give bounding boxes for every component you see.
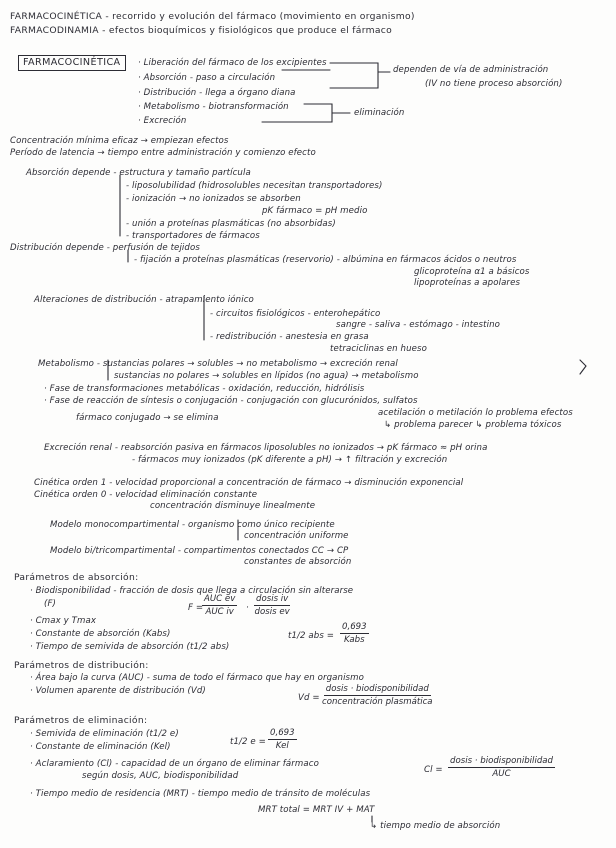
aclaramiento: · Aclaramiento (Cl) - capacidad de un órgano de eliminar fármaco [30, 759, 319, 769]
cinetica-orden-1: Cinética orden 1 - velocidad proporcional a concentración de fármaco → disminución exponencial [34, 478, 464, 488]
formula-cl-fraction [448, 756, 555, 779]
process-metabolismo: · Metabolismo - biotransformación [138, 102, 289, 112]
distribucion-depende: Distribución depende - perfusión de tejidos [10, 243, 200, 253]
metabolismo-no-polares: sustancias no polares → solubles en lípidos (no agua) → metabolismo [114, 371, 419, 381]
excrecion-renal-ionizados: - fármacos muy ionizados (pK diferente a pH) → ↑ filtración y excreción [132, 455, 448, 465]
absorcion-pk-ph: pK fármaco = pH medio [262, 206, 368, 216]
alteraciones-sangre-saliva: sangre - saliva - estómago - intestino [336, 320, 501, 330]
absorcion-depende: Absorción depende - estructura y tamaño partícula [26, 168, 251, 178]
fraction-numerator: AUC ev [204, 594, 236, 604]
absorcion-liposolubilidad: - liposolubilidad (hidrosolubles necesitan transportadores) [126, 181, 383, 191]
area-bajo-curva: · Área bajo la curva (AUC) - suma de todo el fármaco que hay en organismo [30, 673, 364, 683]
fraction-denominator: concentración plasmática [322, 697, 433, 707]
fraction-denominator: AUC [492, 769, 511, 779]
biodisponibilidad-symbol: (F) [44, 599, 56, 609]
distribucion-glicoproteina: glicoproteína α1 a básicos [414, 267, 530, 277]
formula-t-abs-fraction [340, 622, 369, 645]
absorcion-ionizacion: - ionización → no ionizados se absorben [126, 194, 301, 204]
alteraciones-circuitos: - circuitos fisiológicos - enterohepático [210, 309, 381, 319]
alteraciones-tetraciclinas: tetraciclinas en hueso [330, 344, 427, 354]
alteraciones-redistribucion: - redistribución - anestesia en grasa [210, 332, 369, 342]
constante-eliminacion: · Constante de eliminación (Kel) [30, 742, 171, 752]
note-iv-sin-absorcion: (IV no tiene proceso absorción) [425, 79, 563, 89]
formula-t-abs-label: t1/2 abs = [288, 631, 335, 641]
process-liberacion: · Liberación del fármaco de los excipientes [138, 58, 327, 68]
fraction-numerator: dosis · biodisponibilidad [450, 756, 554, 766]
note-tiempo-medio-absorcion: ↳ tiempo medio de absorción [370, 821, 501, 831]
fraction-numerator: dosis · biodisponibilidad [325, 684, 429, 694]
fraction-numerator: 0,693 [270, 728, 295, 738]
formula-f-dot: · [246, 603, 249, 613]
metabolismo-fase-transformaciones: · Fase de transformaciones metabólicas - oxidación, reducción, hidrólisis [44, 384, 365, 394]
formula-vd-fraction [322, 684, 433, 707]
formula-mrt-total: MRT total = MRT IV + MAT [258, 805, 375, 815]
section-title-farmacocinetica: FARMACOCINÉTICA [18, 55, 126, 71]
formula-f-dosis-ratio [254, 594, 290, 617]
modelo-concentracion-uniforme: concentración uniforme [244, 531, 349, 541]
excrecion-renal-reabsorcion: Excreción renal - reabsorción pasiva en fármacos liposolubles no ionizados → pK fármaco ≈ pH orina [44, 443, 488, 453]
heading-farmacodinamia-definition: FARMACODINAMIA - efectos bioquímicos y fisiológicos que produce el fármaco [10, 25, 393, 36]
parametros-absorcion-heading: Parámetros de absorción: [14, 572, 139, 583]
metabolismo-problemas: ↳ problema parecer ↳ problema tóxicos [384, 420, 562, 430]
formula-f-auc-ratio [202, 594, 237, 617]
def-concentracion-minima: Concentración mínima eficaz → empiezan efectos [10, 136, 229, 146]
process-excrecion: · Excreción [138, 116, 187, 126]
brace-metabolismo-right [580, 360, 586, 374]
parametros-eliminacion-heading: Parámetros de eliminación: [14, 715, 148, 726]
fraction-numerator: dosis iv [256, 594, 289, 604]
parametros-distribucion-heading: Parámetros de distribución: [14, 660, 149, 671]
fraction-denominator: dosis ev [254, 607, 290, 617]
absorcion-transportadores: - transportadores de fármacos [126, 231, 260, 241]
note-eliminacion: eliminación [354, 108, 405, 118]
distribucion-lipoproteinas: lipoproteínas a apolares [414, 278, 521, 288]
note-via-administracion: dependen de vía de administración [393, 65, 549, 75]
modelo-constantes-absorcion: constantes de absorción [244, 557, 352, 567]
alteraciones-atrapamiento: Alteraciones de distribución - atrapamiento iónico [34, 295, 254, 305]
metabolismo-acetilacion: acetilación o metilación lo problema efectos [378, 408, 573, 418]
metabolismo-fase-conjugacion: · Fase de reacción de síntesis o conjugación - conjugación con glucurónidos, sulfatos [44, 396, 418, 406]
fraction-denominator: Kel [275, 741, 289, 751]
formula-t-e-label: t1/2 e = [230, 737, 266, 747]
metabolismo-conjugado-elimina: fármaco conjugado → se elimina [76, 413, 219, 423]
volumen-distribucion: · Volumen aparente de distribución (Vd) [30, 686, 206, 696]
formula-t-e-fraction [268, 728, 297, 751]
fraction-numerator: 0,693 [342, 622, 367, 632]
semivida-absorcion: · Tiempo de semivida de absorción (t1/2 abs) [30, 642, 230, 652]
fraction-denominator: AUC iv [205, 607, 234, 617]
def-periodo-latencia: Período de latencia → tiempo entre administración y comienzo efecto [10, 148, 316, 158]
tiempo-medio-residencia: · Tiempo medio de residencia (MRT) - tiempo medio de tránsito de moléculas [30, 789, 371, 799]
bracket-via-administracion [330, 63, 390, 88]
process-distribucion: · Distribución - llega a órgano diana [138, 88, 296, 98]
constante-absorcion: · Constante de absorción (Kabs) [30, 629, 171, 639]
fraction-denominator: Kabs [344, 635, 365, 645]
biodisponibilidad-def: · Biodisponibilidad - fracción de dosis que llega a circulación sin alterarse [30, 586, 354, 596]
formula-cl-label: Cl = [424, 765, 443, 775]
process-absorcion: · Absorción - paso a circulación [138, 73, 276, 83]
formula-vd-label: Vd = [298, 693, 320, 703]
heading-farmacocinetica-definition: FARMACOCINÉTICA - recorrido y evolución del fármaco (movimiento en organismo) [10, 11, 415, 22]
distribucion-fijacion: - fijación a proteínas plasmáticas (reservorio) - albúmina en fármacos ácidos o neutros [134, 255, 517, 265]
semivida-eliminacion: · Semivida de eliminación (t1/2 e) [30, 729, 179, 739]
cmax-tmax: · Cmax y Tmax [30, 616, 97, 626]
cinetica-orden-0-lineal: concentración disminuye linealmente [150, 501, 316, 511]
formula-f-label: F = [188, 603, 204, 613]
absorcion-union-proteinas: - unión a proteínas plasmáticas (no absorbidas) [126, 219, 336, 229]
aclaramiento-segun: según dosis, AUC, biodisponibilidad [82, 771, 239, 781]
metabolismo-polares: Metabolismo - sustancias polares → solubles → no metabolismo → excreción renal [38, 359, 398, 369]
modelo-bicompartimental: Modelo bi/tricompartimental - compartimentos conectados CC → CP [50, 546, 349, 556]
modelo-monocompartimental: Modelo monocompartimental - organismo como único recipiente [50, 520, 335, 530]
cinetica-orden-0: Cinética orden 0 - velocidad eliminación constante [34, 490, 258, 500]
